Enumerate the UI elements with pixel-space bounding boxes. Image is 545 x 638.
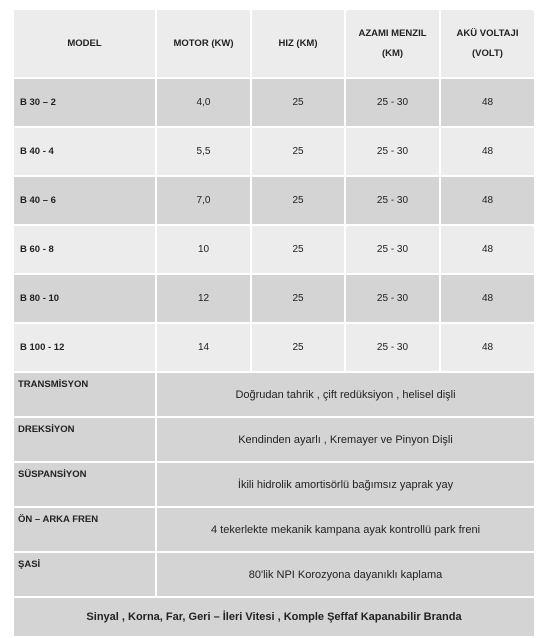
feature-value: İkili hidrolik amortisörlü bağımsız yaprak yay [157, 463, 534, 506]
feature-label: ÖN – ARKA FREN [14, 508, 155, 551]
spec-table [12, 8, 536, 638]
header-motor: MOTOR (KW) [157, 10, 250, 77]
model-row [14, 275, 534, 322]
model-name: B 60 - 8 [14, 226, 155, 273]
range-value: 25 - 30 [346, 79, 439, 126]
motor-value: 10 [157, 226, 250, 273]
motor-value: 14 [157, 324, 250, 371]
model-name: B 80 - 10 [14, 275, 155, 322]
standard-equipment-note: Sinyal , Korna, Far, Geri – İleri Vitesi , Komple Şeffaf Kapanabilir Branda [14, 598, 534, 636]
voltage-value: 48 [441, 324, 534, 371]
range-value: 25 - 30 [346, 226, 439, 273]
range-value: 25 - 30 [346, 324, 439, 371]
speed-value: 25 [252, 177, 344, 224]
range-value: 25 - 30 [346, 177, 439, 224]
feature-row-transmission [14, 373, 534, 416]
speed-value: 25 [252, 275, 344, 322]
feature-label: ŞASİ [14, 553, 155, 596]
voltage-value: 48 [441, 79, 534, 126]
footer-row [14, 598, 534, 636]
range-value: 25 - 30 [346, 275, 439, 322]
motor-value: 4,0 [157, 79, 250, 126]
spec-sheet [12, 8, 532, 638]
model-row [14, 128, 534, 175]
feature-row-brakes [14, 508, 534, 551]
feature-value: Doğrudan tahrik , çift redüksiyon , helisel dişli [157, 373, 534, 416]
voltage-value: 48 [441, 226, 534, 273]
header-row [14, 10, 534, 77]
feature-value: Kendinden ayarlı , Kremayer ve Pinyon Dişli [157, 418, 534, 461]
speed-value: 25 [252, 128, 344, 175]
motor-value: 5,5 [157, 128, 250, 175]
range-value: 25 - 30 [346, 128, 439, 175]
feature-row-suspension [14, 463, 534, 506]
voltage-value: 48 [441, 275, 534, 322]
feature-value: 4 tekerlekte mekanik kampana ayak kontrollü park freni [157, 508, 534, 551]
header-voltage: AKÜ VOLTAJI (VOLT) [441, 10, 534, 77]
model-row [14, 324, 534, 371]
feature-label: TRANSMİSYON [14, 373, 155, 416]
feature-row-steering [14, 418, 534, 461]
feature-label: SÜSPANSİYON [14, 463, 155, 506]
motor-value: 7,0 [157, 177, 250, 224]
feature-label: DREKSİYON [14, 418, 155, 461]
model-row [14, 79, 534, 126]
voltage-value: 48 [441, 128, 534, 175]
header-range: AZAMI MENZIL (KM) [346, 10, 439, 77]
feature-value: 80'lik NPI Korozyona dayanıklı kaplama [157, 553, 534, 596]
model-name: B 40 – 6 [14, 177, 155, 224]
model-row [14, 177, 534, 224]
header-model: MODEL [14, 10, 155, 77]
speed-value: 25 [252, 324, 344, 371]
model-name: B 100 - 12 [14, 324, 155, 371]
speed-value: 25 [252, 79, 344, 126]
voltage-value: 48 [441, 177, 534, 224]
motor-value: 12 [157, 275, 250, 322]
model-row [14, 226, 534, 273]
model-name: B 40 - 4 [14, 128, 155, 175]
speed-value: 25 [252, 226, 344, 273]
model-name: B 30 – 2 [14, 79, 155, 126]
header-speed: HIZ (KM) [252, 10, 344, 77]
feature-row-chassis [14, 553, 534, 596]
